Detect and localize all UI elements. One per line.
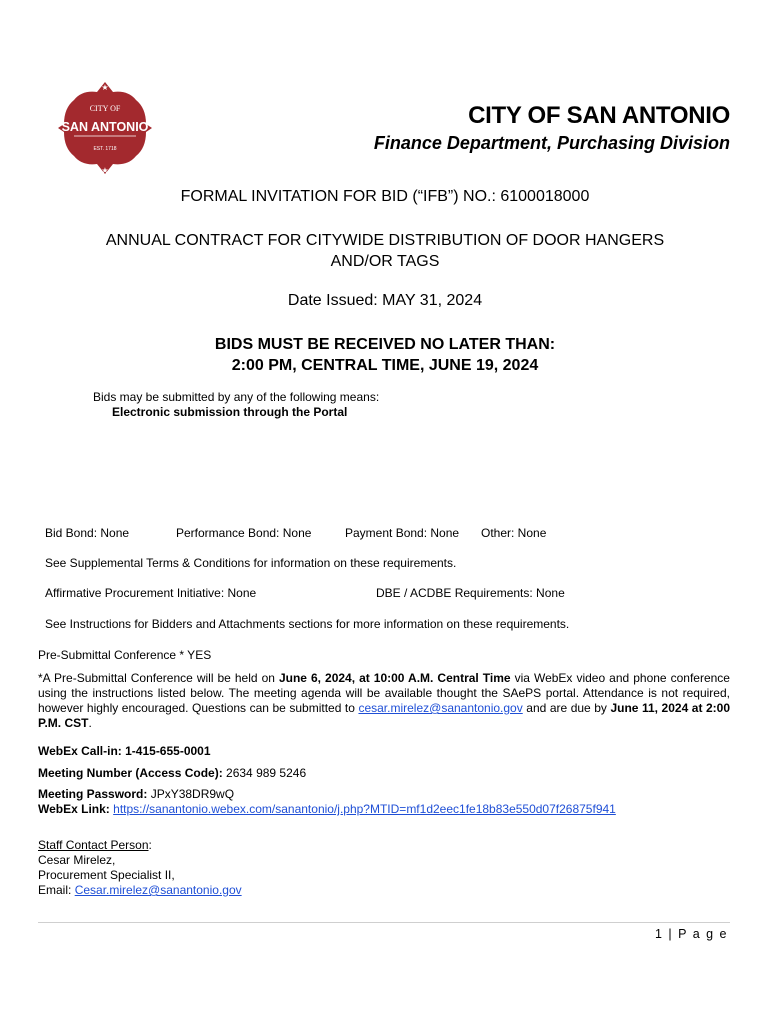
bid-deadline-line1: BIDS MUST BE RECEIVED NO LATER THAN:	[214, 336, 556, 353]
dbe-requirements: DBE / ACDBE Requirements: None	[376, 586, 565, 600]
submission-means	[93, 390, 379, 420]
questions-due-date: June 11, 2024 at 2:00 P.M. CST	[38, 701, 730, 730]
logo-line2: SAN ANTONIO	[61, 120, 149, 134]
contract-title	[0, 230, 770, 272]
bid-bond: Bid Bond: None	[45, 526, 130, 540]
conference-text: via WebEx video and phone conference using the instructions listed below. The meeting agenda will be available thought the SAePS portal. Attendance is not required, however highly encouraged. Questions can be submitted to	[38, 671, 730, 715]
logo-line1: CITY OF	[89, 104, 121, 113]
conference-text: *A Pre-Submittal Conference will be held on	[38, 671, 279, 685]
page-number: 1 | P a g e	[654, 927, 728, 941]
meeting-password-value: JPxY38DR9wQ	[147, 787, 235, 801]
contact-name: Cesar Mirelez,	[38, 853, 116, 867]
svg-text:★: ★	[101, 83, 109, 92]
city-seal-logo	[56, 78, 154, 178]
conference-date: June 6, 2024, at 10:00 A.M. Central Time	[278, 671, 511, 685]
contact-email-label: Email:	[38, 883, 75, 897]
contact-heading-colon: :	[148, 838, 152, 852]
instructions-note: See Instructions for Bidders and Attachments sections for more information on these requirements.	[45, 617, 570, 631]
logo-line3: EST. 1718	[93, 146, 117, 152]
submission-method: Electronic submission through the Portal	[112, 405, 348, 419]
footer-divider	[38, 922, 730, 923]
webex-link	[38, 802, 616, 816]
meeting-number-label: Meeting Number (Access Code):	[38, 766, 223, 780]
meeting-password-label: Meeting Password:	[38, 787, 148, 801]
performance-bond: Performance Bond: None	[176, 526, 312, 540]
presubmittal-conference: Pre-Submittal Conference * YES	[38, 648, 212, 662]
meeting-number-value: 2634 989 5246	[222, 766, 307, 780]
affirmative-procurement: Affirmative Procurement Initiative: None	[45, 586, 257, 600]
webex-link-url[interactable]: https://sanantonio.webex.com/sanantonio/j.php?MTID=mf1d2eec1fe18b83e550d07f26875f941	[113, 802, 616, 816]
ifb-number: FORMAL INVITATION FOR BID (“IFB”) NO.: 6100018000	[180, 188, 590, 205]
contract-title-line2: AND/OR TAGS	[330, 253, 440, 270]
contact-email-link[interactable]: Cesar.mirelez@sanantonio.gov	[74, 883, 242, 897]
other-bond: Other: None	[481, 526, 547, 540]
conference-text: .	[88, 716, 92, 730]
staff-contact	[38, 838, 242, 898]
contact-heading: Staff Contact Person	[38, 838, 149, 852]
payment-bond: Payment Bond: None	[345, 526, 460, 540]
contract-title-line1: ANNUAL CONTRACT FOR CITYWIDE DISTRIBUTION OF DOOR HANGERS	[105, 232, 665, 249]
date-issued: Date Issued: MAY 31, 2024	[287, 292, 483, 309]
svg-text:★: ★	[101, 166, 109, 175]
bid-deadline-line2: 2:00 PM, CENTRAL TIME, JUNE 19, 2024	[231, 357, 539, 374]
supplemental-note: See Supplemental Terms & Conditions for information on these requirements.	[45, 556, 457, 570]
conference-text: and are due by	[522, 701, 611, 715]
meeting-password	[38, 787, 234, 801]
webex-link-label: WebEx Link:	[38, 802, 110, 816]
city-title: CITY OF SAN ANTONIO	[468, 102, 730, 129]
bid-deadline	[0, 334, 770, 376]
conference-paragraph	[38, 671, 730, 731]
webex-callin: WebEx Call-in: 1-415-655-0001	[38, 744, 211, 758]
questions-email-link[interactable]: cesar.mirelez@sanantonio.gov	[358, 701, 523, 715]
contact-title: Procurement Specialist II,	[38, 868, 175, 882]
department-title: Finance Department, Purchasing Division	[373, 133, 730, 153]
submission-intro: Bids may be submitted by any of the following means:	[93, 390, 380, 404]
meeting-number	[38, 766, 306, 780]
